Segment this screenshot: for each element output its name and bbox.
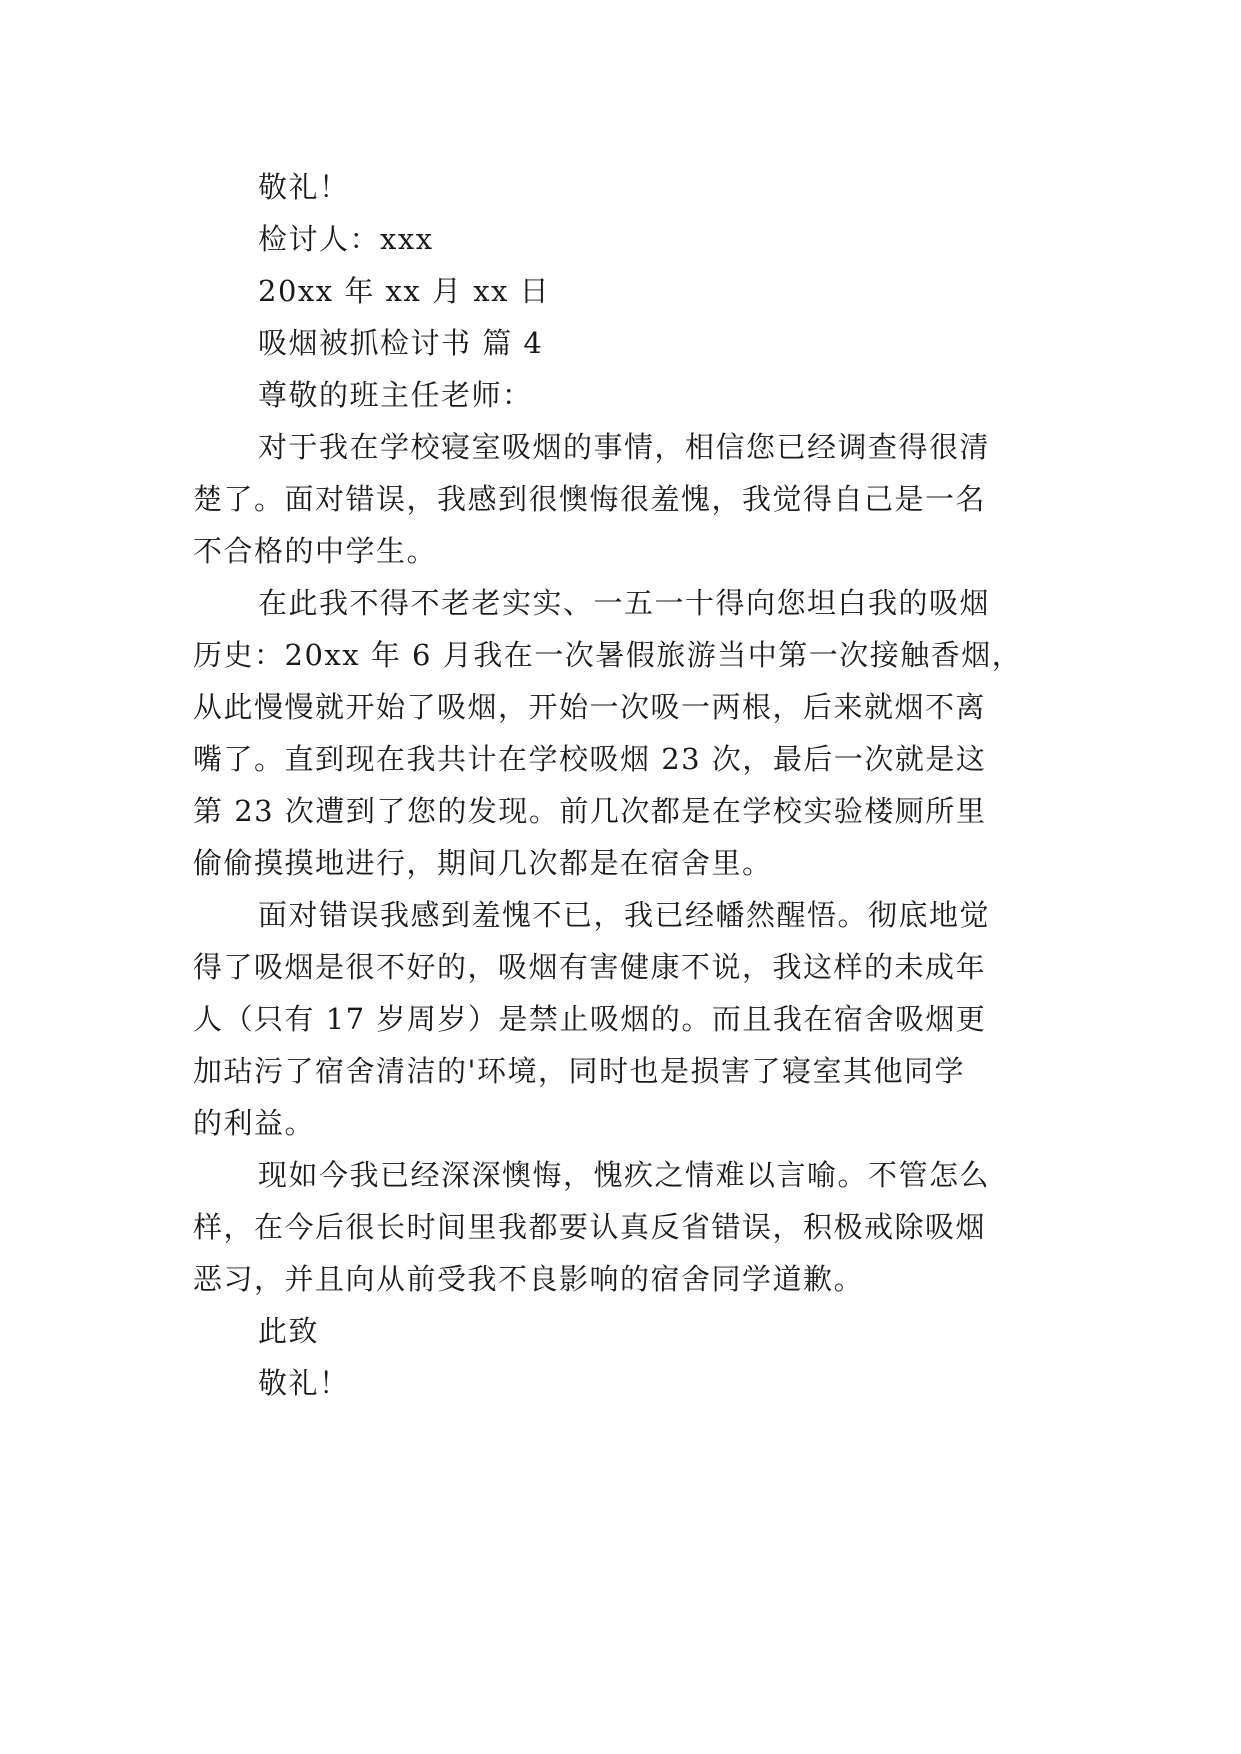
paragraph-line: 从此慢慢就开始了吸烟，开始一次吸一两根，后来就烟不离 — [193, 690, 987, 724]
paragraph-line: 的利益。 — [193, 1106, 316, 1140]
paragraph-line: 现如今我已经深深懊悔，愧疚之情难以言喻。不管怎么 — [258, 1158, 991, 1192]
closing-phrase: 此致 — [258, 1314, 320, 1348]
closing-salute: 敬礼！ — [258, 170, 350, 204]
paragraph-line: 偷偷摸摸地进行，期间几次都是在宿舍里。 — [193, 846, 773, 880]
paragraph-line: 样，在今后很长时间里我都要认真反省错误，积极戒除吸烟 — [193, 1210, 987, 1244]
paragraph-line: 楚了。面对错误，我感到很懊悔很羞愧，我觉得自己是一名 — [193, 482, 987, 516]
paragraph-line: 人（只有 17 岁周岁）是禁止吸烟的。而且我在宿舍吸烟更 — [193, 1002, 987, 1036]
paragraph-line: 历史：20xx 年 6 月我在一次暑假旅游当中第一次接触香烟， — [193, 638, 1023, 672]
paragraph-line: 在此我不得不老老实实、一五一十得向您坦白我的吸烟 — [258, 586, 991, 620]
paragraph-line: 恶习，并且向从前受我不良影响的宿舍同学道歉。 — [193, 1262, 865, 1296]
paragraph-line: 加玷污了宿舍清洁的'环境，同时也是损害了寝室其他同学 — [193, 1054, 965, 1088]
date-line: 20xx 年 xx 月 xx 日 — [258, 274, 551, 308]
salutation: 尊敬的班主任老师： — [258, 378, 533, 412]
paragraph-line: 对于我在学校寝室吸烟的事情，相信您已经调查得很清 — [258, 430, 991, 464]
paragraph-line: 不合格的中学生。 — [193, 534, 438, 568]
section-title: 吸烟被抓检讨书 篇 4 — [258, 326, 544, 360]
paragraph-line: 嘴了。直到现在我共计在学校吸烟 23 次，最后一次就是这 — [193, 742, 987, 776]
paragraph-line: 第 23 次遭到了您的发现。前几次都是在学校实验楼厕所里 — [193, 794, 987, 828]
paragraph-line: 得了吸烟是很不好的，吸烟有害健康不说，我这样的未成年 — [193, 950, 987, 984]
author-line: 检讨人：xxx — [258, 222, 434, 256]
paragraph-line: 面对错误我感到羞愧不已，我已经幡然醒悟。彻底地觉 — [258, 898, 991, 932]
closing-salute: 敬礼！ — [258, 1366, 350, 1400]
